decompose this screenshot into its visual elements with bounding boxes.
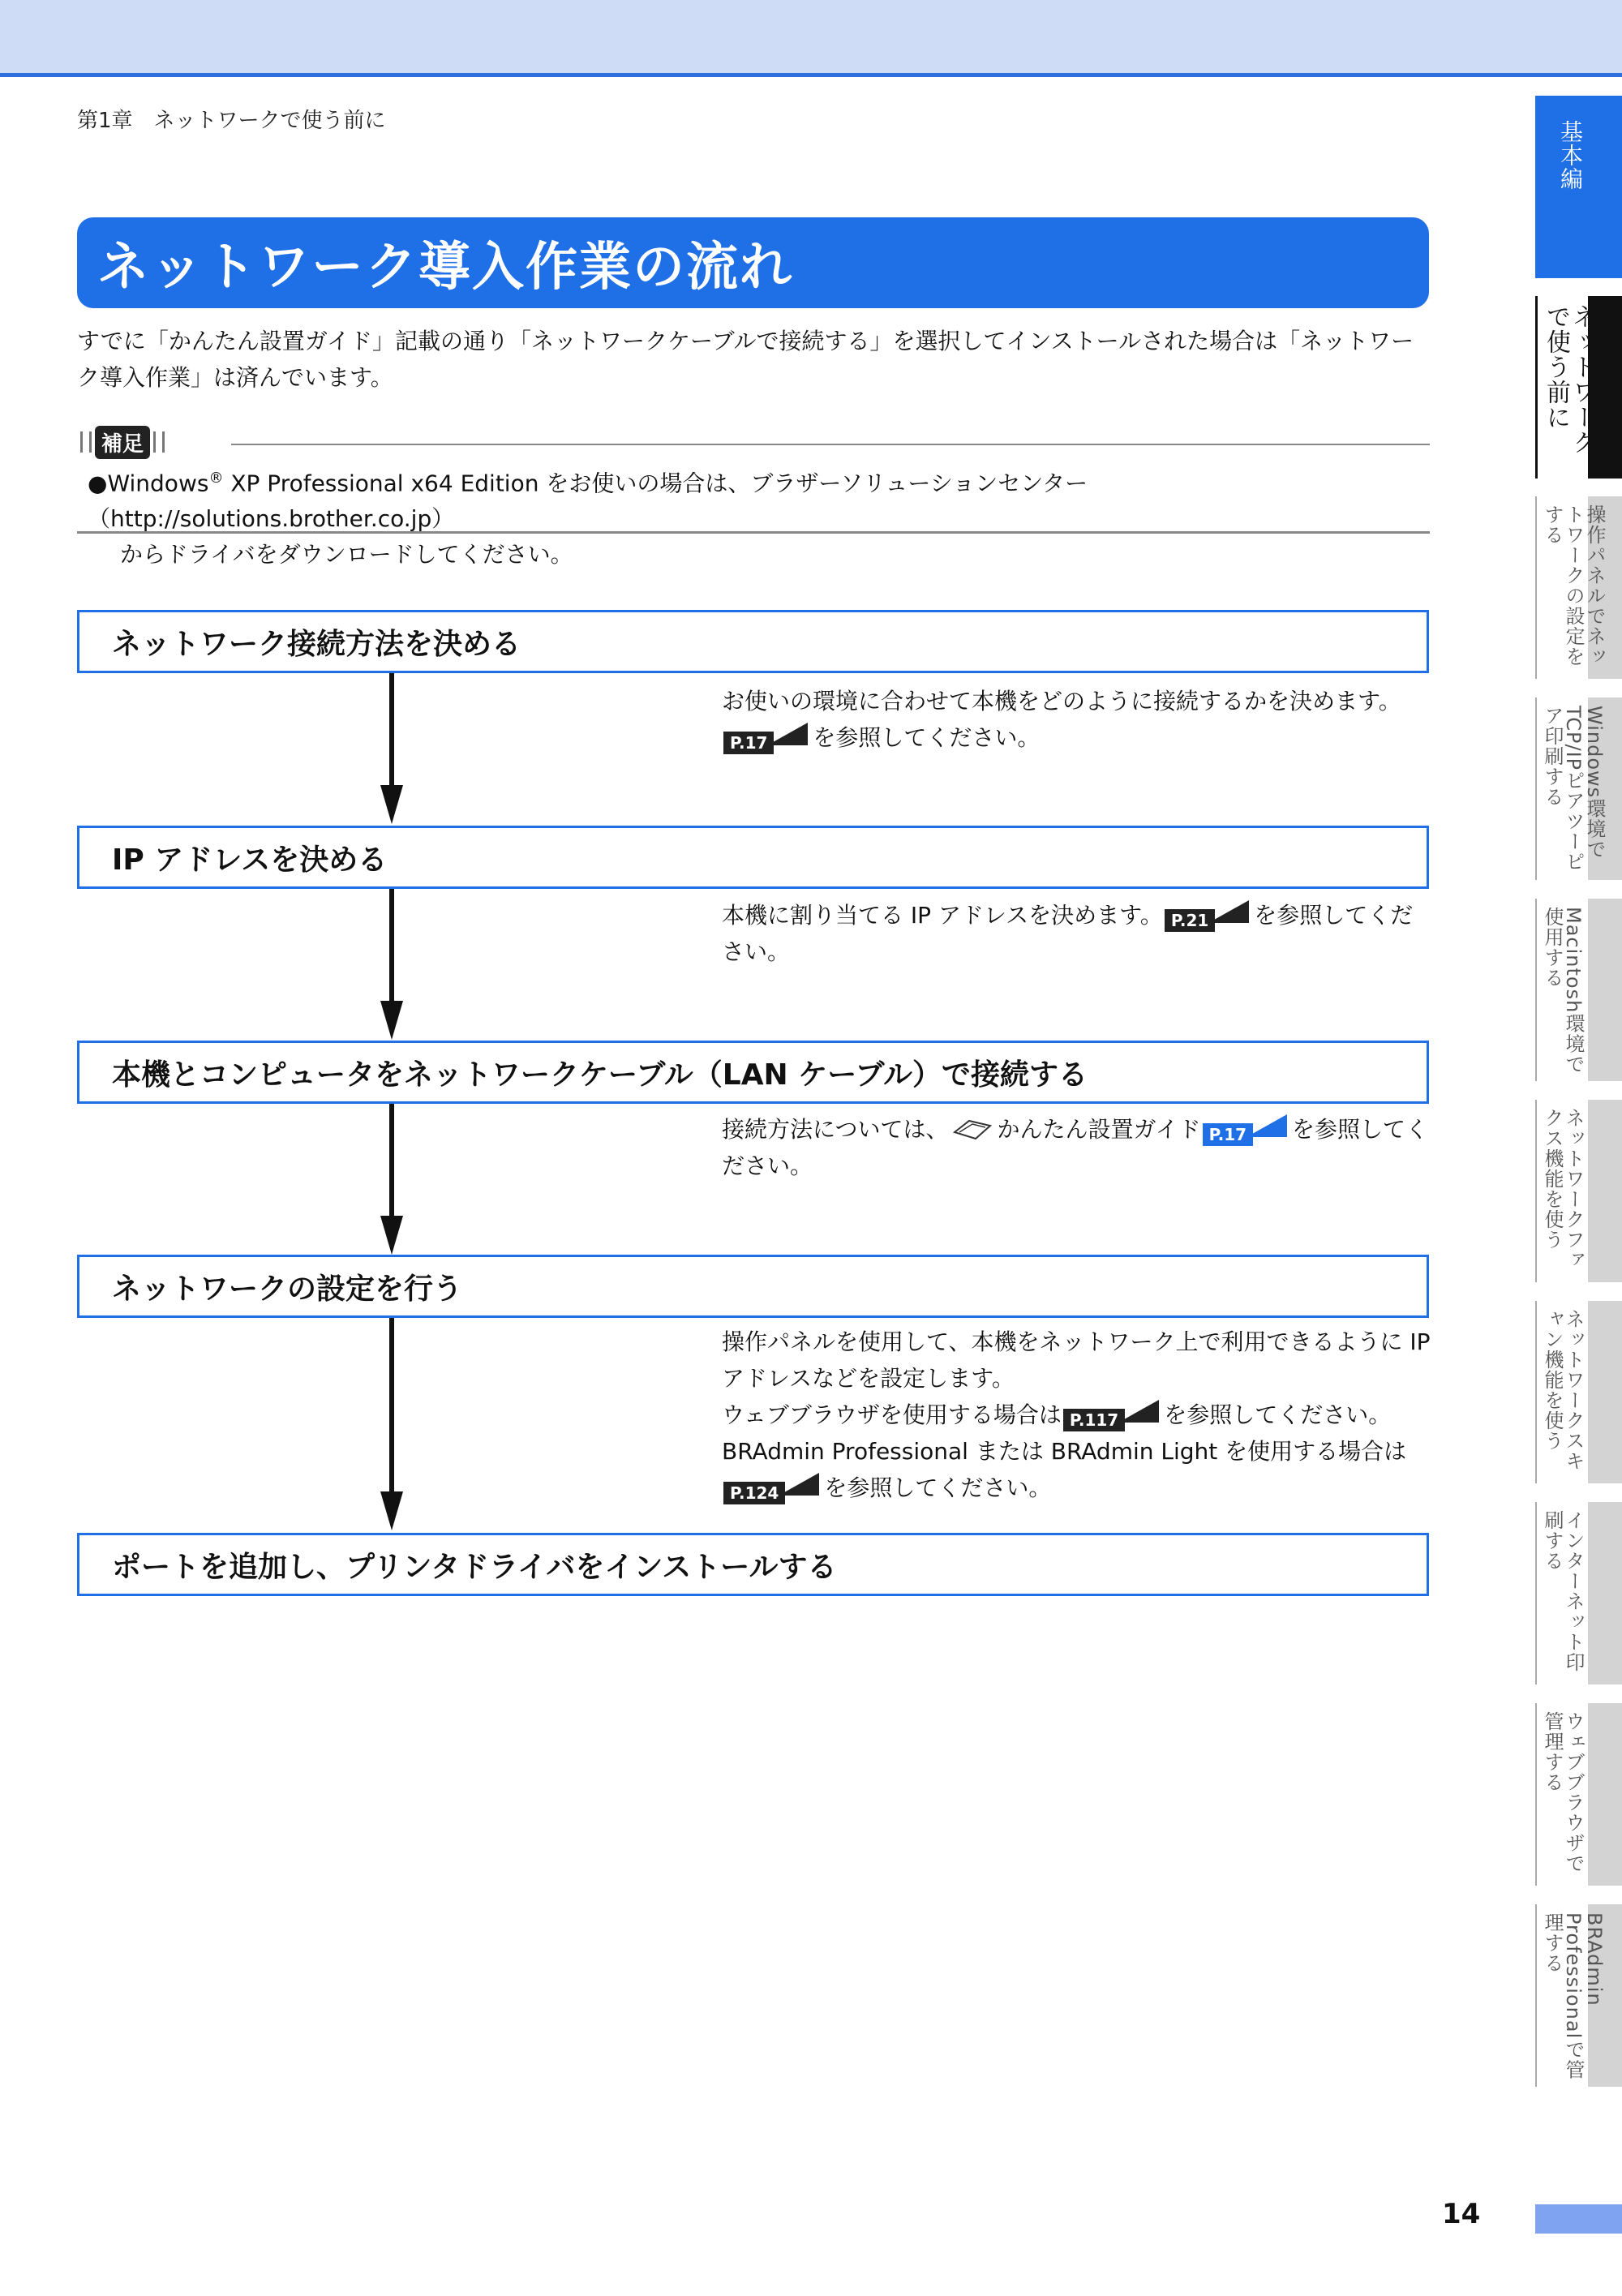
side-tab-network-scan[interactable]: ネットワークスキャン機能を使う (1535, 1301, 1622, 1483)
book-icon (951, 1118, 993, 1142)
flow-arrow-3 (380, 1104, 403, 1255)
side-tab-basic[interactable]: 基本編 (1535, 96, 1622, 278)
step-2-title: IP アドレスを決める (112, 843, 388, 877)
step-2-desc: 本機に割り当てる IP アドレスを決めます。 P.21 を参照してください。 (722, 902, 1414, 965)
side-tab-windows-tcpip[interactable]: Windows環境でTCP/IPピアツーピア印刷する (1535, 697, 1622, 880)
note-deco-bars (80, 431, 92, 453)
top-banner (0, 0, 1622, 77)
step-5-title: ポートを追加し、プリンタドライバをインストールする (112, 1550, 837, 1584)
note-line-2: からドライバをダウンロードしてください。 (120, 541, 573, 569)
side-tab-network-fax[interactable]: ネットワークファクス機能を使う (1535, 1100, 1622, 1282)
step-5-box (77, 1533, 1429, 1596)
side-tab-before-network[interactable]: ネットワークで使う前に (1535, 296, 1622, 479)
page-ref-link[interactable]: P.21 (1165, 900, 1249, 923)
note-deco-bars (153, 431, 165, 453)
note-body (88, 461, 1434, 573)
step-4-desc: 操作パネルを使用して、本機をネットワーク上で利用できるように IP アドレスなどを設定します。 ウェブブラウザを使用する場合は P.117 を参照してください。 BRAdmin Professional または BRAdmin Light を使用する場合は P.124 を参照してください。 (722, 1328, 1431, 1503)
step-3-title: 本機とコンピュータをネットワークケーブル（LAN ケーブル）で接続する (112, 1058, 1088, 1092)
flow-arrow-4 (380, 1318, 403, 1530)
page-title: ネットワーク導入作業の流れ (97, 238, 793, 298)
step-3-box (77, 1041, 1429, 1104)
step-4-box (77, 1255, 1429, 1318)
step-1-title: ネットワーク接続方法を決める (112, 627, 521, 661)
flow-arrow-1 (380, 673, 403, 824)
intro-text: すでに「かんたん設置ガイド」記載の通り「ネットワークケーブルで接続する」を選択してインストールされた場合は「ネットワーク導入作業」は済んでいます。 (77, 328, 1414, 391)
note-badge: 補足 (95, 426, 150, 459)
step-1-box (77, 610, 1429, 673)
note-header (77, 426, 1430, 458)
note-bottom-rule (77, 531, 1430, 534)
note-line-1: ●Windows® XP Professional x64 Edition をお使いの場合は、ブラザーソリューションセンター（http://solutions.brother.co.jp） (88, 470, 1088, 533)
side-tab-bradmin[interactable]: BRAdmin Professionalで管理する (1535, 1904, 1622, 2087)
side-tab-web-browser[interactable]: ウェブブラウザで管理する (1535, 1703, 1622, 1886)
note-divider (231, 444, 1430, 445)
page-ref-link[interactable]: P.17 (723, 723, 808, 745)
page-ref-link[interactable]: P.17 (1203, 1114, 1287, 1137)
step-3-desc: 接続方法については、 かんたん設置ガイド P.17 を参照してください。 (722, 1116, 1429, 1179)
page-number: 14 (1442, 2198, 1481, 2230)
side-tab-internet-print[interactable]: インターネット印刷する (1535, 1502, 1622, 1684)
side-tab-macintosh[interactable]: Macintosh環境で使用する (1535, 899, 1622, 1081)
flow-arrow-2 (380, 889, 403, 1040)
page-number-block (1535, 2204, 1622, 2234)
side-tab-control-panel[interactable]: 操作パネルでネットワークの設定をする (1535, 496, 1622, 679)
page-ref-link[interactable]: P.124 (723, 1473, 819, 1496)
step-1-desc: お使いの環境に合わせて本機をどのように接続するかを決めます。 P.17 を参照してください。 (722, 688, 1401, 753)
step-2-box (77, 826, 1429, 889)
step-4-title: ネットワークの設定を行う (112, 1272, 463, 1306)
page-title-bar (77, 217, 1429, 308)
breadcrumb: 第1章 ネットワークで使う前に (77, 109, 386, 133)
page-ref-link[interactable]: P.117 (1063, 1400, 1159, 1423)
